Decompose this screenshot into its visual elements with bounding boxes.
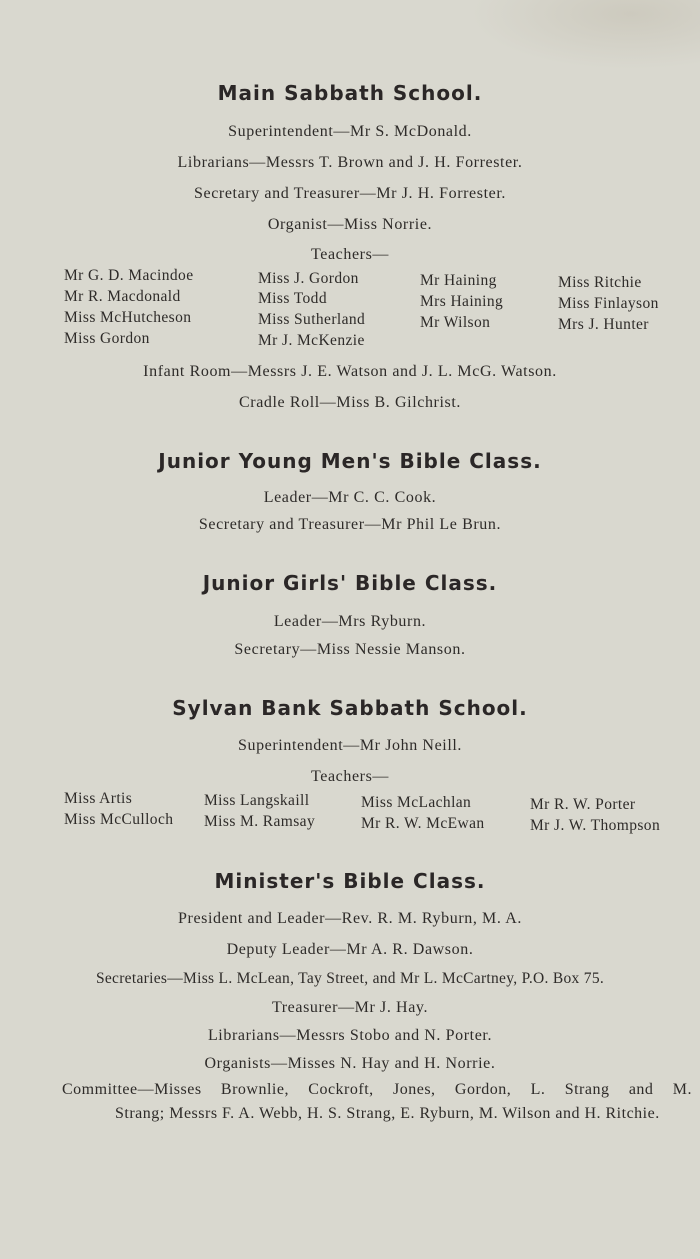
teacher-name: Miss Sutherland xyxy=(258,311,366,328)
ministers-committee-line: Committee—Misses Brownlie, Cockroft, Jones, Gordon, L. Strang and M. xyxy=(62,1081,692,1098)
teacher-name: Miss Todd xyxy=(258,290,327,307)
main-cradle-roll: Cradle Roll—Miss B. Gilchrist. xyxy=(239,394,461,411)
ministers-secretaries: Secretaries—Miss L. McLean, Tay Street, and Mr L. McCartney, P.O. Box 75. xyxy=(95,970,605,987)
teacher-name: Mrs J. Hunter xyxy=(558,316,649,333)
teacher-name: Mr R. W. McEwan xyxy=(361,815,485,832)
ministers-deputy: Deputy Leader—Mr A. R. Dawson. xyxy=(226,941,474,958)
sylvan-teachers-label: Teachers— xyxy=(310,768,390,785)
teacher-name: Miss Finlayson xyxy=(558,295,659,312)
teacher-name: Mr R. W. Porter xyxy=(530,796,636,813)
teacher-name: Miss Artis xyxy=(64,790,133,807)
sylvan-bank-heading: Sylvan Bank Sabbath School. xyxy=(172,696,528,720)
ministers-class-heading: Minister's Bible Class. xyxy=(214,869,486,893)
main-school-heading: Main Sabbath School. xyxy=(217,81,483,105)
junior-young-mens-secretary: Secretary and Treasurer—Mr Phil Le Brun. xyxy=(198,516,502,533)
main-secretary: Secretary and Treasurer—Mr J. H. Forrester. xyxy=(194,185,506,202)
main-infant-room: Infant Room—Messrs J. E. Watson and J. L. McG. Watson. xyxy=(143,363,557,380)
junior-girls-secretary: Secretary—Miss Nessie Manson. xyxy=(234,641,466,658)
teacher-name: Mr Haining xyxy=(420,272,497,289)
teacher-name: Miss McHutcheson xyxy=(64,309,192,326)
paper-stain xyxy=(470,0,700,70)
teacher-name: Mr R. Macdonald xyxy=(64,288,181,305)
junior-young-mens-heading: Junior Young Men's Bible Class. xyxy=(158,449,542,473)
main-teachers-label: Teachers— xyxy=(310,246,390,263)
teacher-name: Miss Langskaill xyxy=(204,792,310,809)
ministers-organists: Organists—Misses N. Hay and H. Norrie. xyxy=(204,1055,496,1072)
sylvan-superintendent: Superintendent—Mr John Neill. xyxy=(237,737,463,754)
teacher-name: Mr Wilson xyxy=(420,314,491,331)
ministers-committee-continuation: Strang; Messrs F. A. Webb, H. S. Strang, E. Ryburn, M. Wilson and H. Ritchie. xyxy=(115,1105,660,1122)
teacher-name: Mr G. D. Macindoe xyxy=(64,267,194,284)
teacher-name: Miss Ritchie xyxy=(558,274,642,291)
teacher-name: Miss Gordon xyxy=(64,330,150,347)
ministers-treasurer: Treasurer—Mr J. Hay. xyxy=(271,999,429,1016)
teacher-name: Miss McCulloch xyxy=(64,811,174,828)
ministers-president: President and Leader—Rev. R. M. Ryburn, M. A. xyxy=(178,910,522,927)
teacher-name: Miss M. Ramsay xyxy=(204,813,316,830)
teacher-name: Miss McLachlan xyxy=(361,794,472,811)
main-organist: Organist—Miss Norrie. xyxy=(267,216,433,233)
teacher-name: Miss J. Gordon xyxy=(258,270,359,287)
main-superintendent: Superintendent—Mr S. McDonald. xyxy=(228,123,472,140)
teacher-name: Mr J. W. Thompson xyxy=(530,817,661,834)
teacher-name: Mr J. McKenzie xyxy=(258,332,365,349)
junior-girls-heading: Junior Girls' Bible Class. xyxy=(202,571,498,595)
junior-young-mens-leader: Leader—Mr C. C. Cook. xyxy=(263,489,437,506)
ministers-librarians: Librarians—Messrs Stobo and N. Porter. xyxy=(207,1027,493,1044)
junior-girls-leader: Leader—Mrs Ryburn. xyxy=(273,613,427,630)
teacher-name: Mrs Haining xyxy=(420,293,504,310)
main-librarians: Librarians—Messrs T. Brown and J. H. Forrester. xyxy=(177,154,523,171)
